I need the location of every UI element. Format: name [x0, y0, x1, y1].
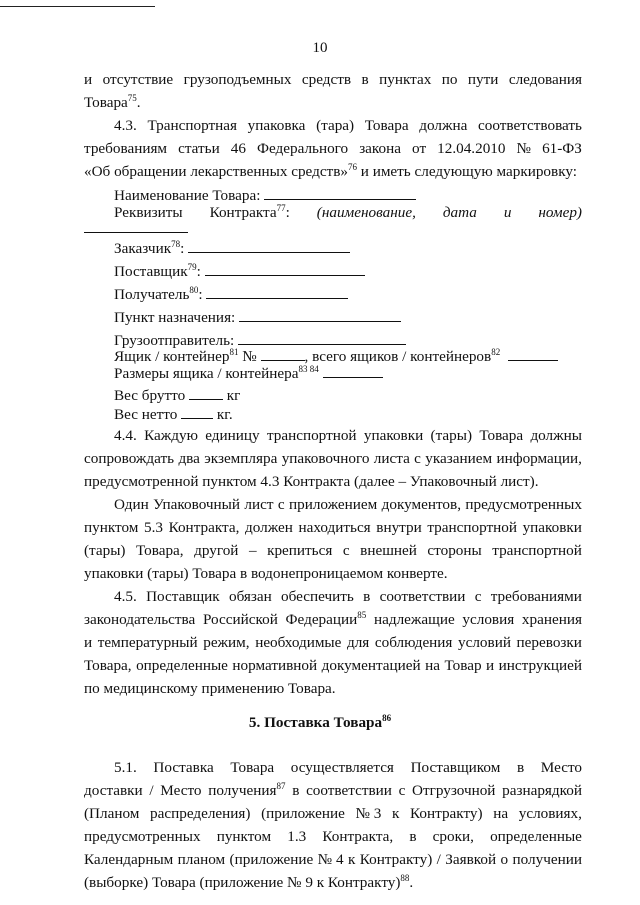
word: должны [530, 427, 582, 444]
p51-line-3 [84, 804, 582, 824]
word: № 4 [317, 851, 344, 868]
p51-line-5 [84, 850, 582, 870]
word: внешней [360, 542, 417, 559]
word: Упаковочный [153, 496, 240, 513]
word: стороны [427, 542, 482, 559]
word: Заявкой [445, 851, 497, 868]
blank-line [238, 330, 406, 345]
footnote-ref: 76 [347, 161, 357, 172]
word: Контракта, [322, 828, 394, 845]
p45-line-5: по медицинскому применению Товара. [84, 680, 336, 697]
blank-line [508, 346, 558, 361]
p44-line-3: предусмотренной пунктом 4.3 Контракта (далее – Упаковочный лист). [84, 473, 539, 490]
word: 4.5. [114, 588, 137, 605]
p44b-line-2 [84, 518, 582, 538]
word: на [493, 805, 509, 822]
blank-line [84, 218, 188, 233]
word: нормативной [232, 657, 318, 674]
word: режим, [203, 634, 250, 651]
word: (приложение [261, 805, 345, 822]
word: с [474, 588, 482, 605]
p1-line-2: Товара$^{75}$. [84, 92, 141, 111]
word: по [441, 71, 458, 88]
p51-line-6: (выборке) Товара (приложение № 9 к Контракту)$^{88}$. [84, 872, 414, 891]
word: Товара, [136, 542, 184, 559]
word: упаковочного [281, 450, 370, 467]
word: (Планом [84, 805, 140, 822]
word: от [412, 140, 427, 157]
p44b-line-1 [114, 495, 582, 515]
p51-line-1 [114, 758, 582, 778]
word: Товара [230, 759, 275, 776]
word: сопровождать [84, 450, 175, 467]
marking-requisites: Реквизиты Контракта$^{77}$: (наименование, дата и номер) [114, 202, 582, 221]
word: пути [467, 71, 499, 88]
marking-customer: Заказчик$^{78}$: [114, 238, 350, 259]
word: обеспечить [281, 588, 354, 605]
footnote-ref: 86 [382, 712, 392, 723]
word: 5.3 [144, 519, 163, 536]
word: документов, [381, 496, 461, 513]
word: условиях, [518, 805, 582, 822]
footnote-ref: 75 [127, 92, 137, 103]
word: упаковки [522, 519, 582, 536]
word: в [363, 588, 371, 605]
word: / [436, 851, 441, 868]
word: упаковки [363, 427, 424, 444]
word: Товара, [84, 657, 132, 674]
footnote-ref: 87 [276, 780, 286, 791]
word: в [361, 71, 369, 88]
word: Контракта, [168, 519, 240, 536]
word: должен [245, 519, 293, 536]
word: с [414, 450, 421, 467]
word: № [516, 140, 532, 157]
word: планом [177, 851, 226, 868]
word: необходимые [255, 634, 342, 651]
marking-destination: Пункт назначения: [114, 307, 401, 328]
word: 1.3 [287, 828, 307, 845]
word: транспортной [427, 519, 517, 536]
word: для [346, 634, 370, 651]
marking-shipper: Грузоотправитель: [114, 330, 406, 351]
word: экземпляра [204, 450, 278, 467]
footnote-ref: 81 [229, 346, 239, 357]
word: листа [373, 450, 410, 467]
word: лист [244, 496, 274, 513]
p44b-line-3 [84, 541, 582, 561]
word: приложением [288, 496, 378, 513]
word: и [486, 657, 495, 674]
word: соответствовать [478, 117, 582, 134]
word: (тара) [316, 117, 355, 134]
word: Место [540, 759, 582, 776]
word: грузоподъемных [183, 71, 292, 88]
word: Товара [364, 117, 409, 134]
word: определенные [136, 657, 228, 674]
p43-line-3: «Об обращении лекарственных средств»$^{76}$ и иметь следующую маркировку: [84, 161, 577, 180]
word: 4.3. [114, 117, 137, 134]
word: указанием [425, 450, 493, 467]
footnote-ref: 80 [189, 284, 199, 295]
word: Поставщиком [410, 759, 501, 776]
p44-line-2 [84, 449, 582, 469]
word: Календарным [84, 851, 174, 868]
word: к [392, 805, 400, 822]
footnote-ref: 77 [276, 202, 286, 213]
word: 61-ФЗ [542, 140, 582, 157]
footnote-ref: 82 [491, 346, 501, 357]
word: 5.1. [114, 759, 137, 776]
p45-line-2: законодательства Российской Федерации$^{85}$ надлежащие условия хранения [84, 609, 582, 628]
word: условий [458, 634, 511, 651]
word: пунктом [216, 828, 272, 845]
word: определенные [490, 828, 582, 845]
blank-line [188, 238, 350, 253]
word: получении [512, 851, 582, 868]
word: предусмотренных [465, 496, 582, 513]
footnote-ref: 88 [400, 872, 410, 883]
blank-line [205, 261, 365, 276]
p51-line-4 [84, 827, 582, 847]
marking-gross: Вес брутто кг [114, 387, 241, 404]
marking-receiver: Получатель$^{80}$: [114, 284, 348, 305]
word: с [342, 542, 350, 559]
word: находиться [298, 519, 371, 536]
word: с [277, 496, 285, 513]
word: отсутствие [102, 71, 174, 88]
word: сроки, [432, 828, 474, 845]
word: Федерального [256, 140, 349, 157]
p1-line-1 [84, 70, 582, 90]
blank-line [264, 185, 416, 200]
word: (приложение [229, 851, 314, 868]
p45-line-3 [84, 633, 582, 653]
word: два [178, 450, 200, 467]
word: № 3 [355, 805, 382, 822]
word: должна [419, 117, 468, 134]
word: транспортной [266, 427, 357, 444]
p43-line-1 [114, 116, 582, 136]
p43-line-2 [84, 139, 582, 159]
p44-line-1 [114, 426, 582, 446]
word: соблюдения [374, 634, 453, 651]
page-number: 10 [312, 40, 328, 56]
word: соответствии [379, 588, 466, 605]
blank-line [261, 346, 305, 361]
word: Один [114, 496, 149, 513]
word: Поставщик [146, 588, 220, 605]
p44b-line-4: упаковки (тары) Товара в водонепроницаемом конверте. [84, 565, 448, 582]
word: и [84, 634, 93, 651]
p45-line-4 [84, 656, 582, 676]
blank-line [189, 385, 223, 400]
word: крепиться [267, 542, 333, 559]
word: – [248, 542, 257, 559]
word: 46 [230, 140, 246, 157]
word: в [516, 759, 525, 776]
word: и [84, 71, 93, 88]
word: 4.4. [114, 427, 137, 444]
scan-artifact-line [0, 6, 155, 7]
marking-box: Ящик / контейнер$^{81}$ № , всего ящиков / контейнеров$^{82}$ [114, 346, 558, 367]
word: Контракту) [410, 805, 483, 822]
word: требованиям [84, 140, 168, 157]
word: статьи [178, 140, 220, 157]
word: перевозки [516, 634, 582, 651]
marking-supplier: Поставщик$^{79}$: [114, 261, 365, 282]
word: (тары) [430, 427, 473, 444]
p51-line-2: доставки / Место получения$^{87}$ в соответствии с Отгрузочной разнарядкой [84, 780, 582, 799]
word: другой [194, 542, 239, 559]
marking-net: Вес нетто кг. [114, 406, 233, 423]
word: средств [301, 71, 352, 88]
word: 12.04.2010 [437, 140, 506, 157]
word: внутри [376, 519, 422, 536]
word: Товара [479, 427, 524, 444]
word: Контракту) [359, 851, 433, 868]
word: следования [508, 71, 582, 88]
word: транспортной [492, 542, 582, 559]
footnote-ref: 85 [357, 609, 367, 620]
marking-sizes: Размеры ящика / контейнера$^{83 84}$ [114, 363, 383, 384]
word: (тары) [84, 542, 126, 559]
word: Транспортная [147, 117, 237, 134]
word: на [425, 657, 441, 674]
word: упаковка [247, 117, 306, 134]
word: пунктом [84, 519, 139, 536]
word: в [409, 828, 417, 845]
word: о [500, 851, 509, 868]
word: осуществляется [290, 759, 394, 776]
word: Каждую [144, 427, 198, 444]
word: предусмотренных [84, 828, 201, 845]
word: закона [359, 140, 401, 157]
p45-line-1 [114, 587, 582, 607]
word: пунктах [379, 71, 432, 88]
word: распределения) [150, 805, 251, 822]
word: к [347, 851, 356, 868]
marking-product-name: Наименование Товара: [114, 185, 416, 206]
word: Поставка [153, 759, 214, 776]
blank-line [239, 307, 401, 322]
word: обязан [228, 588, 272, 605]
footnote-ref: 79 [187, 261, 197, 272]
footnote-ref: 83 84 [298, 363, 319, 374]
word: температурный [97, 634, 198, 651]
section-heading: 5. Поставка Товара$^{86}$ [248, 712, 392, 731]
word: Товар [444, 657, 482, 674]
word: требованиями [490, 588, 582, 605]
blank-line [181, 404, 213, 419]
word: документацией [321, 657, 421, 674]
footnote-ref: 78 [171, 238, 181, 249]
word: единицу [205, 427, 260, 444]
blank-line [206, 284, 348, 299]
word: информации, [496, 450, 582, 467]
word: инструкцией [498, 657, 582, 674]
blank-line [323, 363, 383, 378]
